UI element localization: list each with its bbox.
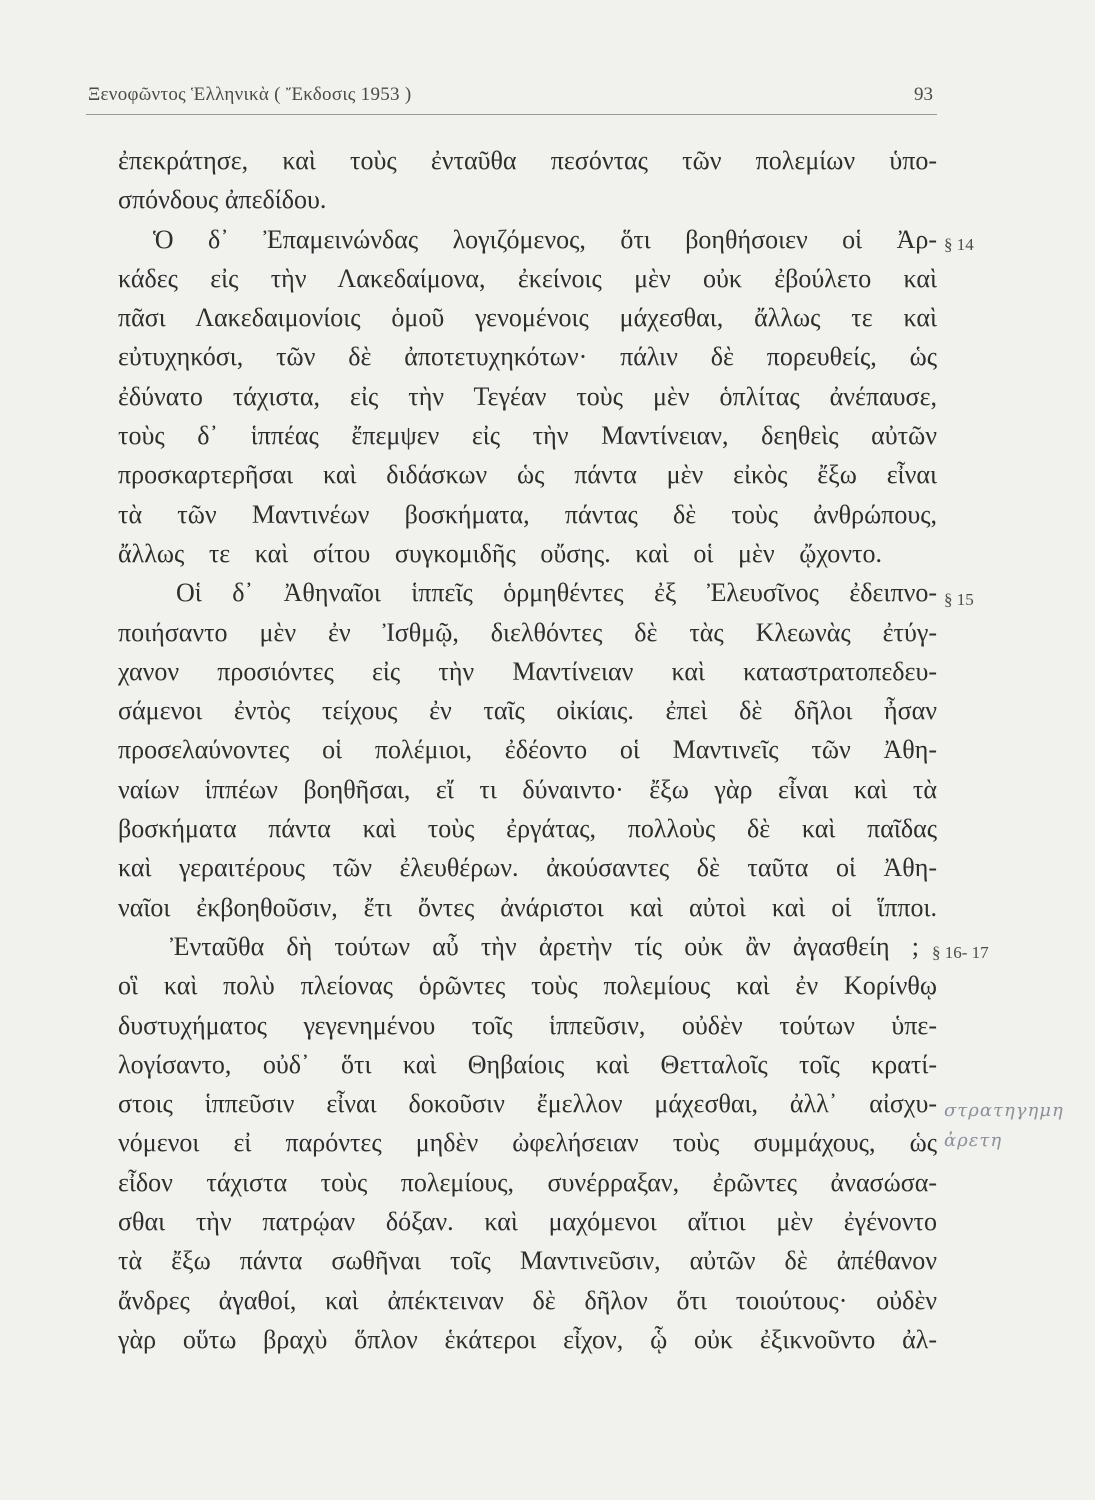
text-line: προσκαρτερῆσαι καὶ διδάσκων ὡς πάντα μὲν εἰκὸς ἔξω εἶναι [118, 460, 937, 490]
text-line: πᾶσι Λακεδαιμονίοις ὁμοῦ γενομένοις μάχεσθαι, ἄλλως τε καὶ [118, 303, 937, 333]
header-rule [86, 114, 937, 115]
text-line: ἐδύνατο τάχιστα, εἰς τὴν Τεγέαν τοὺς μὲν ὁπλίτας ἀνέπαυσε, [118, 381, 937, 411]
text-line: καὶ γεραιτέρους τῶν ἐλευθέρων. ἀκούσαντες δὲ ταῦτα οἱ Ἀθη- [118, 853, 937, 883]
paragraph-start-line: Ὁ δ᾽ Ἐπαμεινώνδας λογιζόμενος, ὅτι βοηθήσοιεν οἱ Ἀρ- [153, 224, 937, 254]
text-line: ναίων ἱππέων βοηθῆσαι, εἴ τι δύναιντο· ἔξω γὰρ εἶναι καὶ τὰ [118, 774, 937, 804]
paragraph-start-line: Ἐνταῦθα δὴ τούτων αὖ τὴν ἀρετὴν τίς οὐκ ἂν ἀγασθείη ; [170, 931, 919, 961]
text-line: τὰ ἔξω πάντα σωθῆναι τοῖς Μαντινεῦσιν, αὐτῶν δὲ ἀπέθανον [118, 1246, 937, 1276]
section-marker-14: § 14 [944, 235, 974, 254]
text-line: τοὺς δ᾽ ἱππέας ἔπεμψεν εἰς τὴν Μαντίνειαν, δεηθεὶς αὐτῶν [118, 421, 937, 451]
text-line: σάμενοι ἐντὸς τείχους ἐν ταῖς οἰκίαις. ἐπεὶ δὲ δῆλοι ἦσαν [118, 696, 937, 726]
running-head: Ξενοφῶντος Ἑλληνικὰ ( Ἔκδοσις 1953 ) [88, 84, 412, 105]
text-line: κάδες εἰς τὴν Λακεδαίμονα, ἐκείνοις μὲν οὐκ ἐβούλετο καὶ [118, 263, 937, 293]
body-text [118, 141, 937, 1359]
text-line: νόμενοι εἰ παρόντες μηδὲν ὠφελήσειαν τοὺς συμμάχους, ὡς [118, 1128, 937, 1158]
text-line: εἶδον τάχιστα τοὺς πολεμίους, συνέρραξαν, ἐρῶντες ἀνασώσα- [118, 1167, 937, 1197]
annotation-line: στρατηγημη [944, 1100, 1064, 1121]
text-line: προσελαύνοντες οἱ πολέμιοι, ἐδέοντο οἱ Μαντινεῖς τῶν Ἀθη- [118, 735, 937, 765]
text-line: λογίσαντο, οὐδ᾽ ὅτι καὶ Θηβαίοις καὶ Θετταλοῖς τοῖς κρατί- [118, 1049, 937, 1079]
annotation-line: ἀρετη [944, 1130, 1003, 1151]
handwritten-annotation [944, 1096, 1084, 1156]
text-line: ἄλλως τε καὶ σίτου συγκομιδῆς οὔσης. καὶ οἱ μὲν ᾤχοντο. [118, 538, 882, 568]
text-line: σθαι τὴν πατρῴαν δόξαν. καὶ μαχόμενοι αἴτιοι μὲν ἐγένοντο [118, 1207, 937, 1237]
section-marker-15: § 15 [944, 590, 974, 609]
text-line: ναῖοι ἐκβοηθοῦσιν, ἔτι ὄντες ἀνάριστοι καὶ αὐτοὶ καὶ οἱ ἵπποι. [118, 892, 937, 922]
text-line: ἄνδρες ἀγαθοί, καὶ ἀπέκτειναν δὲ δῆλον ὅτι τοιούτους· οὐδὲν [118, 1285, 937, 1315]
text-line: δυστυχήματος γεγενημένου τοῖς ἱππεῦσιν, οὐδὲν τούτων ὑπε- [118, 1010, 937, 1040]
text-line: γὰρ οὕτω βραχὺ ὅπλον ἑκάτεροι εἶχον, ᾧ οὐκ ἐξικνοῦντο ἀλ- [118, 1324, 937, 1354]
text-line: οἳ καὶ πολὺ πλείονας ὁρῶντες τοὺς πολεμίους καὶ ἐν Κορίνθῳ [118, 971, 937, 1001]
text-line: χανον προσιόντες εἰς τὴν Μαντίνειαν καὶ καταστρατοπεδευ- [118, 656, 937, 686]
paragraph-start-line: Οἱ δ᾽ Ἀθηναῖοι ἱππεῖς ὁρμηθέντες ἐξ Ἐλευσῖνος ἐδειπνο- [176, 578, 937, 608]
text-line: ποιήσαντο μὲν ἐν Ἰσθμῷ, διελθόντες δὲ τὰς Κλεωνὰς ἐτύγ- [118, 617, 937, 647]
section-marker-16-17: § 16- 17 [932, 943, 989, 962]
text-line: εὐτυχηκόσι, τῶν δὲ ἀποτετυχηκότων· πάλιν δὲ πορευθείς, ὡς [118, 342, 937, 372]
text-line: βοσκήματα πάντα καὶ τοὺς ἐργάτας, πολλοὺς δὲ καὶ παῖδας [118, 814, 937, 844]
text-line: ἐπεκράτησε, καὶ τοὺς ἐνταῦθα πεσόντας τῶν πολεμίων ὑπο- [118, 146, 937, 175]
page-number: 93 [914, 84, 933, 105]
text-line: στοις ἱππεῦσιν εἶναι δοκοῦσιν ἔμελλον μάχεσθαι, ἀλλ᾽ αἰσχυ- [118, 1089, 937, 1119]
text-line: σπόνδους ἀπεδίδου. [118, 185, 327, 215]
text-line: τὰ τῶν Μαντινέων βοσκήματα, πάντας δὲ τοὺς ἀνθρώπους, [118, 499, 937, 529]
